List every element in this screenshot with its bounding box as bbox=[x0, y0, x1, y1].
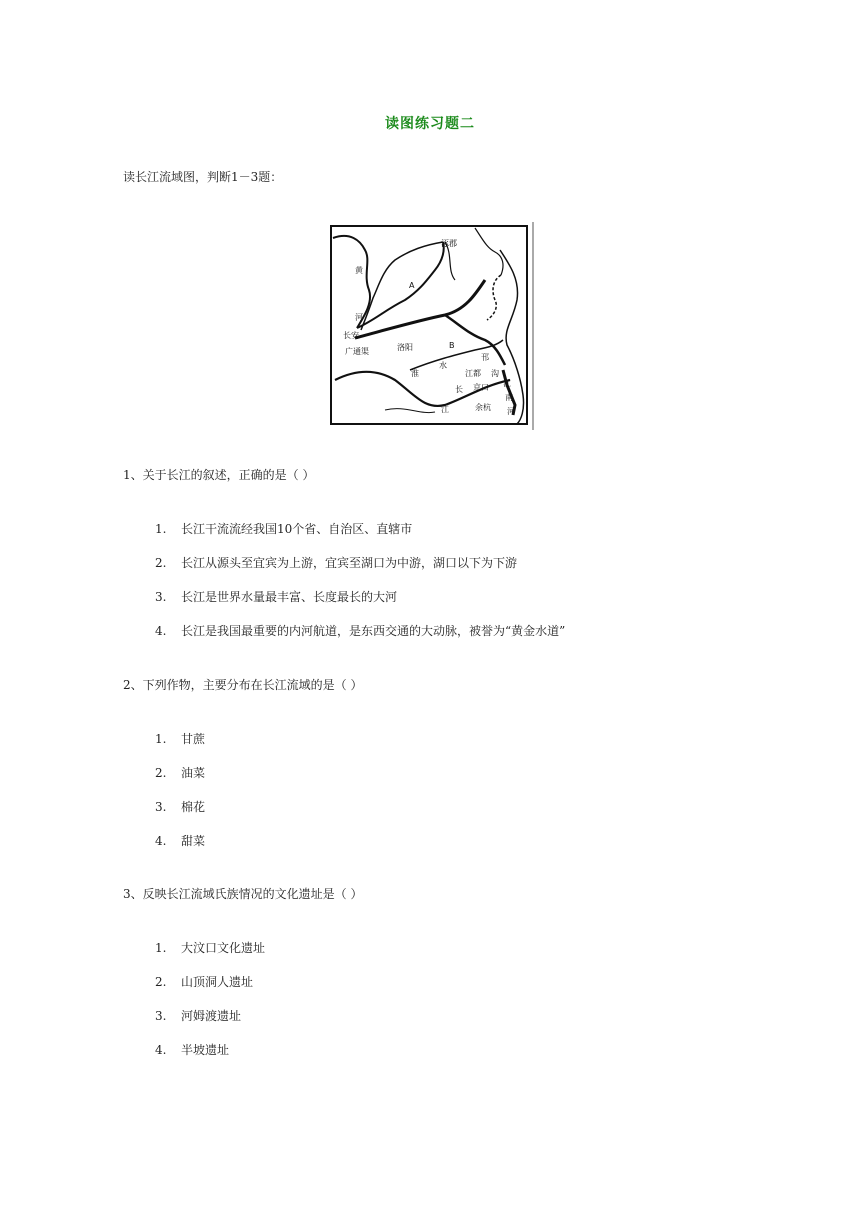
option-number: 1. bbox=[155, 732, 167, 746]
label-luoyang: 洛阳 bbox=[397, 343, 413, 352]
option-item[interactable] bbox=[155, 587, 565, 621]
option-text: 甘蔗 bbox=[181, 732, 206, 746]
question-3: 3、反映长江流域氏族情况的文化遗址是（ ） bbox=[123, 887, 363, 901]
option-text: 长江干流流经我国10个省、自治区、直辖市 bbox=[181, 522, 413, 536]
option-item[interactable] bbox=[155, 938, 265, 972]
option-item[interactable] bbox=[155, 621, 565, 655]
label-he-left: 河 bbox=[355, 313, 363, 322]
intro-text: 读长江流域图，判断1－3题： bbox=[123, 170, 283, 184]
option-item[interactable] bbox=[155, 763, 205, 797]
option-text: 长江从源头至宜宾为上游，宜宾至湖口为中游，湖口以下为下游 bbox=[181, 556, 518, 570]
option-number: 2. bbox=[155, 975, 167, 989]
option-text: 油菜 bbox=[181, 766, 206, 780]
question-2-options bbox=[155, 729, 205, 865]
option-item[interactable] bbox=[155, 831, 205, 865]
option-item[interactable] bbox=[155, 519, 565, 553]
option-item[interactable] bbox=[155, 1006, 265, 1040]
label-b: B bbox=[449, 341, 455, 350]
option-text: 半坡遗址 bbox=[181, 1043, 230, 1057]
page-title: 读图练习题二 bbox=[385, 116, 475, 132]
option-text: 河姆渡遗址 bbox=[181, 1009, 242, 1023]
option-number: 2. bbox=[155, 556, 167, 570]
label-jiang2: 江 bbox=[503, 379, 511, 388]
label-jiang: 江 bbox=[441, 405, 449, 414]
option-number: 4. bbox=[155, 1043, 167, 1057]
label-bian: 邗 bbox=[481, 353, 489, 362]
label-shui: 水 bbox=[439, 361, 447, 370]
map-border bbox=[331, 226, 527, 424]
label-zhuojun: 涿郡 bbox=[441, 239, 457, 248]
label-guangtongqu: 广通渠 bbox=[345, 347, 369, 356]
label-gou: 沟 bbox=[491, 369, 499, 378]
option-number: 1. bbox=[155, 941, 167, 955]
option-item[interactable] bbox=[155, 1040, 265, 1074]
option-text: 长江是世界水量最丰富、长度最长的大河 bbox=[181, 590, 398, 604]
option-number: 3. bbox=[155, 1009, 167, 1023]
label-jingkou: 京口 bbox=[473, 383, 489, 392]
question-3-options bbox=[155, 938, 265, 1074]
option-text: 大汶口文化遗址 bbox=[181, 941, 266, 955]
option-number: 2. bbox=[155, 766, 167, 780]
label-he-right: 河 bbox=[507, 407, 515, 416]
label-huai: 淮 bbox=[411, 369, 419, 378]
label-jiangdu: 江都 bbox=[465, 369, 481, 378]
option-text: 山顶洞人遗址 bbox=[181, 975, 254, 989]
label-a: A bbox=[409, 281, 415, 290]
yangtze-map bbox=[325, 220, 537, 432]
map-figure bbox=[325, 220, 537, 432]
question-2: 2、下列作物，主要分布在长江流域的是（ ） bbox=[123, 678, 363, 692]
label-changan: 长安 bbox=[343, 331, 359, 340]
option-number: 3. bbox=[155, 590, 167, 604]
option-text: 长江是我国最重要的内河航道，是东西交通的大动脉，被誉为“黄金水道” bbox=[181, 624, 566, 638]
option-item[interactable] bbox=[155, 729, 205, 763]
option-text: 棉花 bbox=[181, 800, 206, 814]
option-number: 4. bbox=[155, 624, 167, 638]
question-1-options bbox=[155, 519, 565, 655]
option-number: 4. bbox=[155, 834, 167, 848]
option-item[interactable] bbox=[155, 972, 265, 1006]
label-yuhang: 余杭 bbox=[475, 403, 491, 412]
option-item[interactable] bbox=[155, 797, 205, 831]
label-nan: 南 bbox=[505, 393, 513, 402]
label-chang: 长 bbox=[455, 385, 463, 394]
label-huang: 黄 bbox=[355, 266, 363, 275]
option-text: 甜菜 bbox=[181, 834, 206, 848]
option-number: 1. bbox=[155, 522, 167, 536]
question-1: 1、关于长江的叙述，正确的是（ ） bbox=[123, 468, 315, 482]
option-number: 3. bbox=[155, 800, 167, 814]
option-item[interactable] bbox=[155, 553, 565, 587]
